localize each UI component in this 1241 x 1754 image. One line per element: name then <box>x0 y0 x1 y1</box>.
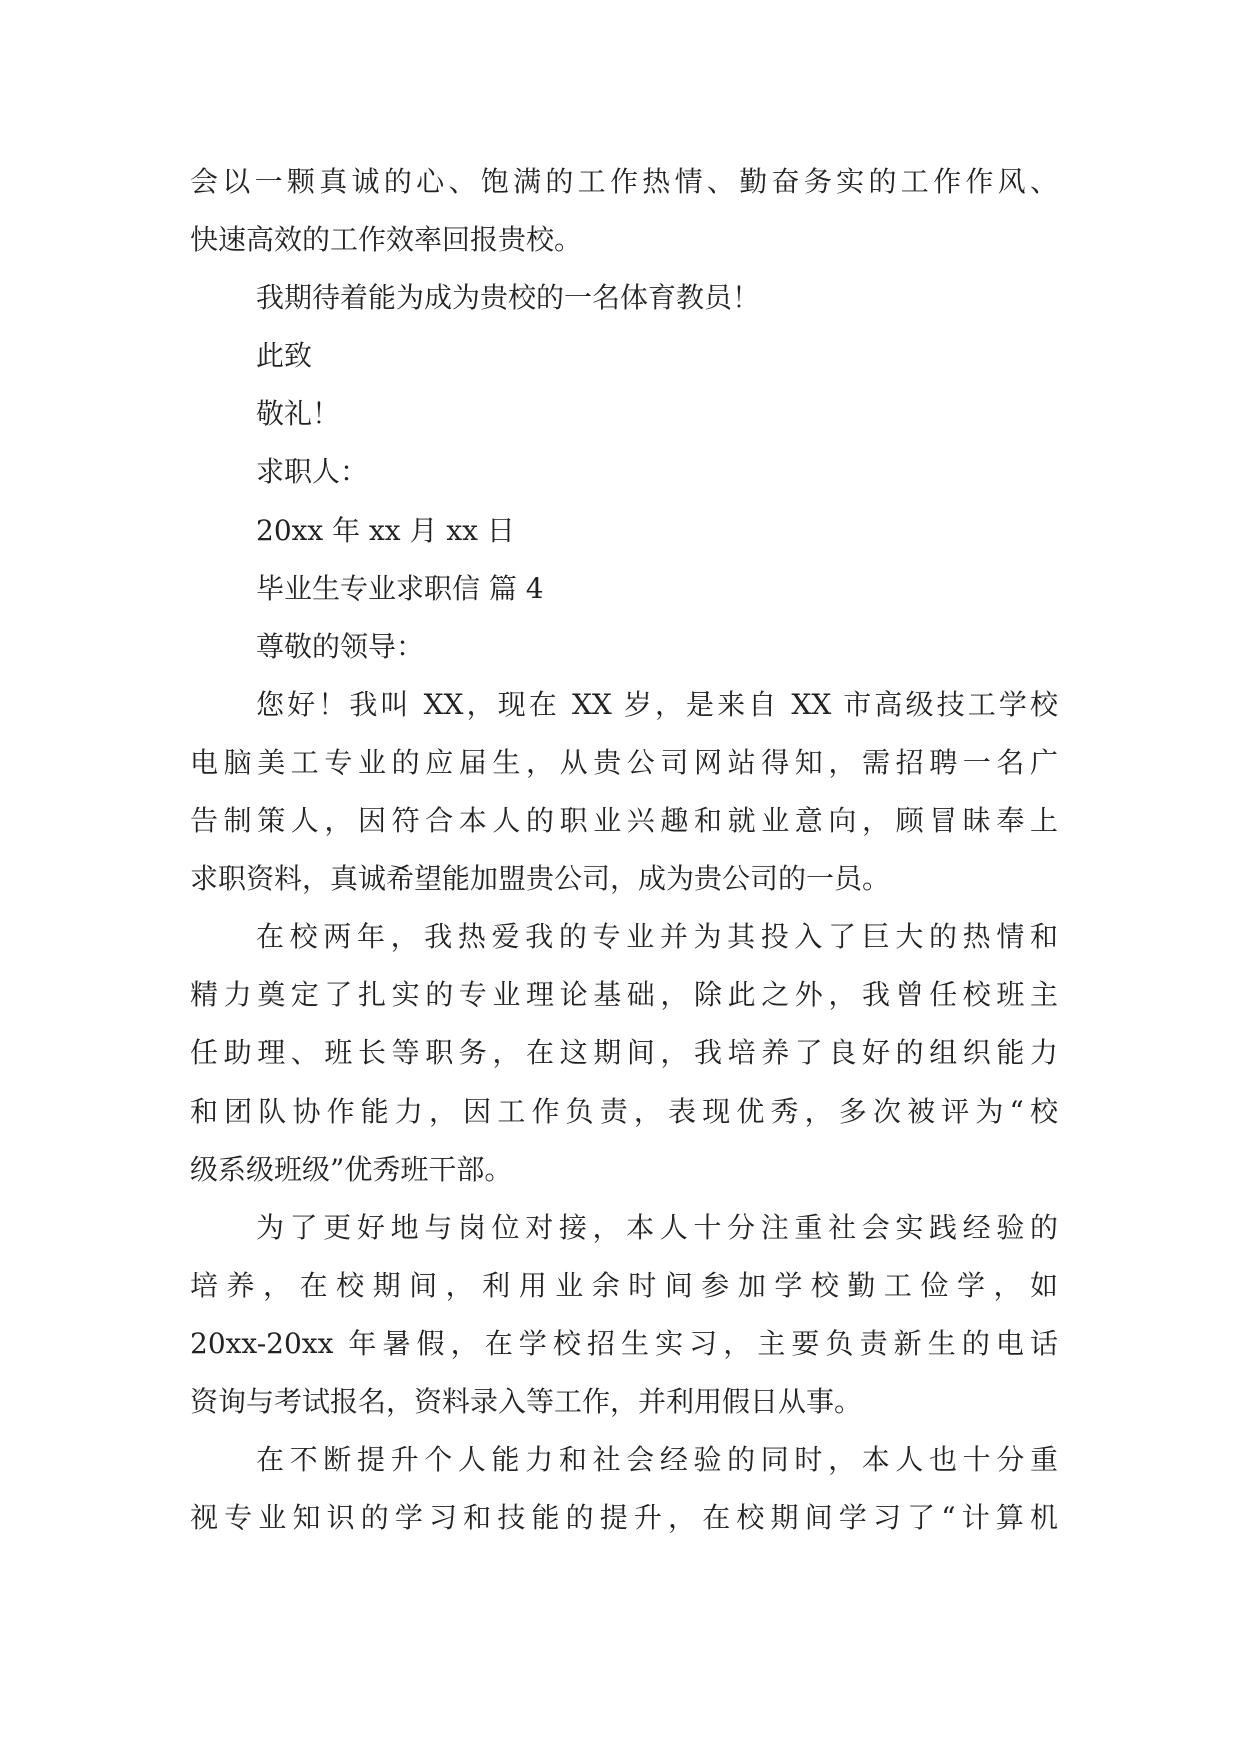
text-line: 和团队协作能力，因工作负责，表现优秀，多次被评为“校 <box>190 1094 1058 1128</box>
text-line: 求职资料，真诚希望能加盟贵公司，成为贵公司的一员。 <box>190 862 891 896</box>
text-line: 培养，在校期间，利用业余时间参加学校勤工俭学，如 <box>190 1268 1058 1302</box>
closing-salutation: 此致 <box>256 339 313 373</box>
section-title: 毕业生专业求职信 篇 4 <box>256 571 544 605</box>
text-line: 级系级班级”优秀班干部。 <box>190 1152 513 1186</box>
text-line: 视专业知识的学习和技能的提升，在校期间学习了“计算机 <box>190 1501 1058 1535</box>
text-line: 资询与考试报名，资料录入等工作，并利用假日从事。 <box>190 1384 863 1418</box>
document-body <box>190 153 1058 1547</box>
text-line: 我期待着能为成为贵校的一名体育教员！ <box>256 281 761 315</box>
text-line: 精力奠定了扎实的专业理论基础，除此之外，我曾任校班主 <box>190 978 1058 1012</box>
text-line: 电脑美工专业的应届生，从贵公司网站得知，需招聘一名广 <box>190 745 1058 779</box>
text-line: 在校两年，我热爱我的专业并为其投入了巨大的热情和 <box>256 920 1058 954</box>
signature-label: 求职人： <box>256 455 369 489</box>
greeting: 尊敬的领导： <box>256 629 425 663</box>
text-line: 会以一颗真诚的心、饱满的工作热情、勤奋务实的工作作风、 <box>190 165 1058 198</box>
date-line: 20xx 年 xx 月 xx 日 <box>256 513 515 547</box>
closing-regards: 敬礼！ <box>256 397 341 431</box>
text-line: 快速高效的工作效率回报贵校。 <box>190 223 583 257</box>
text-line: 告制策人，因符合本人的职业兴趣和就业意向，顾冒昧奉上 <box>190 804 1058 838</box>
text-line: 任助理、班长等职务，在这期间，我培养了良好的组织能力 <box>190 1036 1058 1070</box>
text-line: 您好！我叫 XX，现在 XX 岁，是来自 XX 市高级技工学校 <box>256 687 1058 721</box>
text-line: 20xx-20xx 年暑假，在学校招生实习，主要负责新生的电话 <box>190 1326 1058 1360</box>
text-line: 在不断提升个人能力和社会经验的同时，本人也十分重 <box>256 1443 1058 1477</box>
text-line: 为了更好地与岗位对接，本人十分注重社会实践经验的 <box>256 1210 1058 1244</box>
